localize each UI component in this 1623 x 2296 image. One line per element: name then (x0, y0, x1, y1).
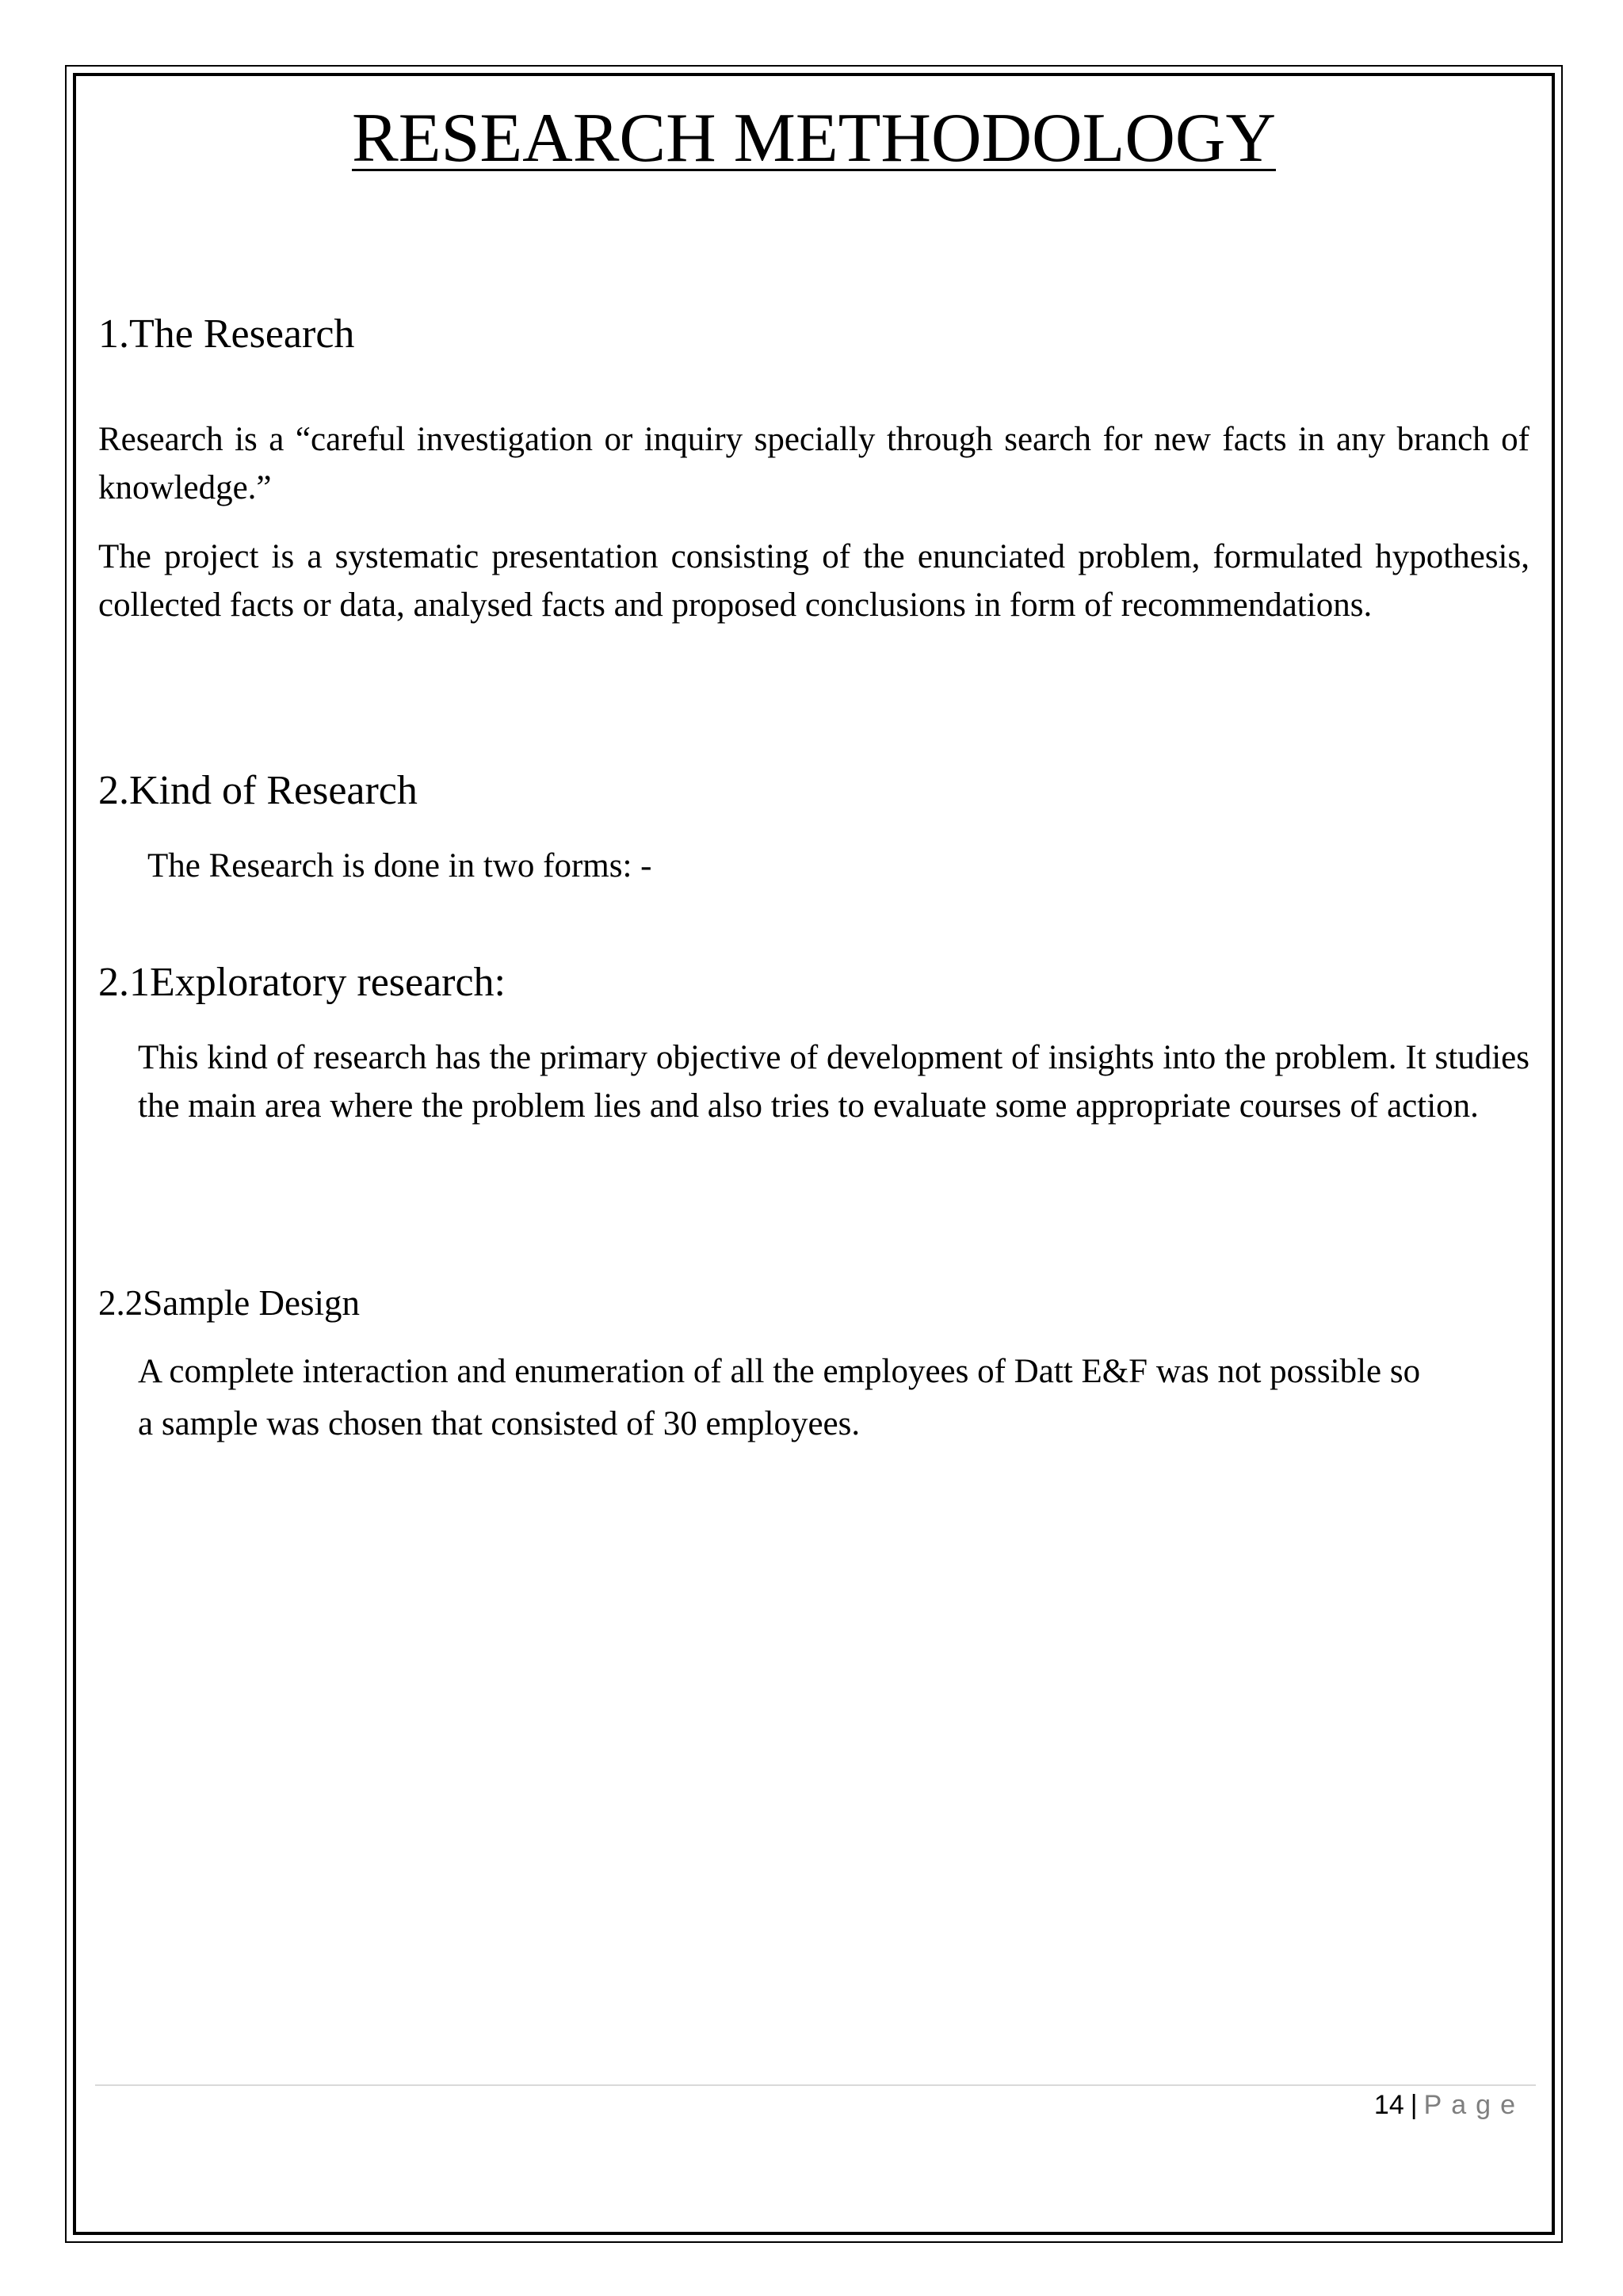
section-heading-sample-design: 2.2Sample Design (98, 1283, 360, 1323)
section-heading-kind-of-research: 2.Kind of Research (98, 768, 418, 813)
page-title: RESEARCH METHODOLOGY (352, 100, 1276, 177)
footer-divider (95, 2084, 1536, 2086)
paragraph-research-definition: Research is a “careful investigation or inquiry specially through search for new facts in any branch of knowledge.” (98, 421, 1529, 506)
paragraph-sample-design: A complete interaction and enumeration of all the employees of Datt E&F was not possible so a sample was chosen that consisted of 30 employees. (138, 1353, 1421, 1442)
section-heading-exploratory-research: 2.1Exploratory research: (98, 960, 506, 1005)
paragraph-exploratory-research: This kind of research has the primary objective of development of insights into the problem. It studies the main area where the problem lies and also tries to evaluate some appropriate courses of action. (138, 1039, 1529, 1125)
page-label: Page (1423, 2090, 1525, 2120)
page-number: 14 (1373, 2090, 1404, 2120)
footer-separator: | (1410, 2090, 1418, 2120)
page-border-inner (73, 73, 1555, 2235)
paragraph-research-forms: The Research is done in two forms: - (147, 847, 652, 884)
page-content (98, 95, 1529, 1442)
section-heading-the-research: 1.The Research (98, 311, 355, 357)
page-footer (1374, 2086, 1525, 2124)
paragraph-project-description: The project is a systematic presentation consisting of the enunciated problem, formulated hypothesis, collected facts or data, analysed facts and proposed conclusions in form of recommendations. (98, 538, 1529, 624)
